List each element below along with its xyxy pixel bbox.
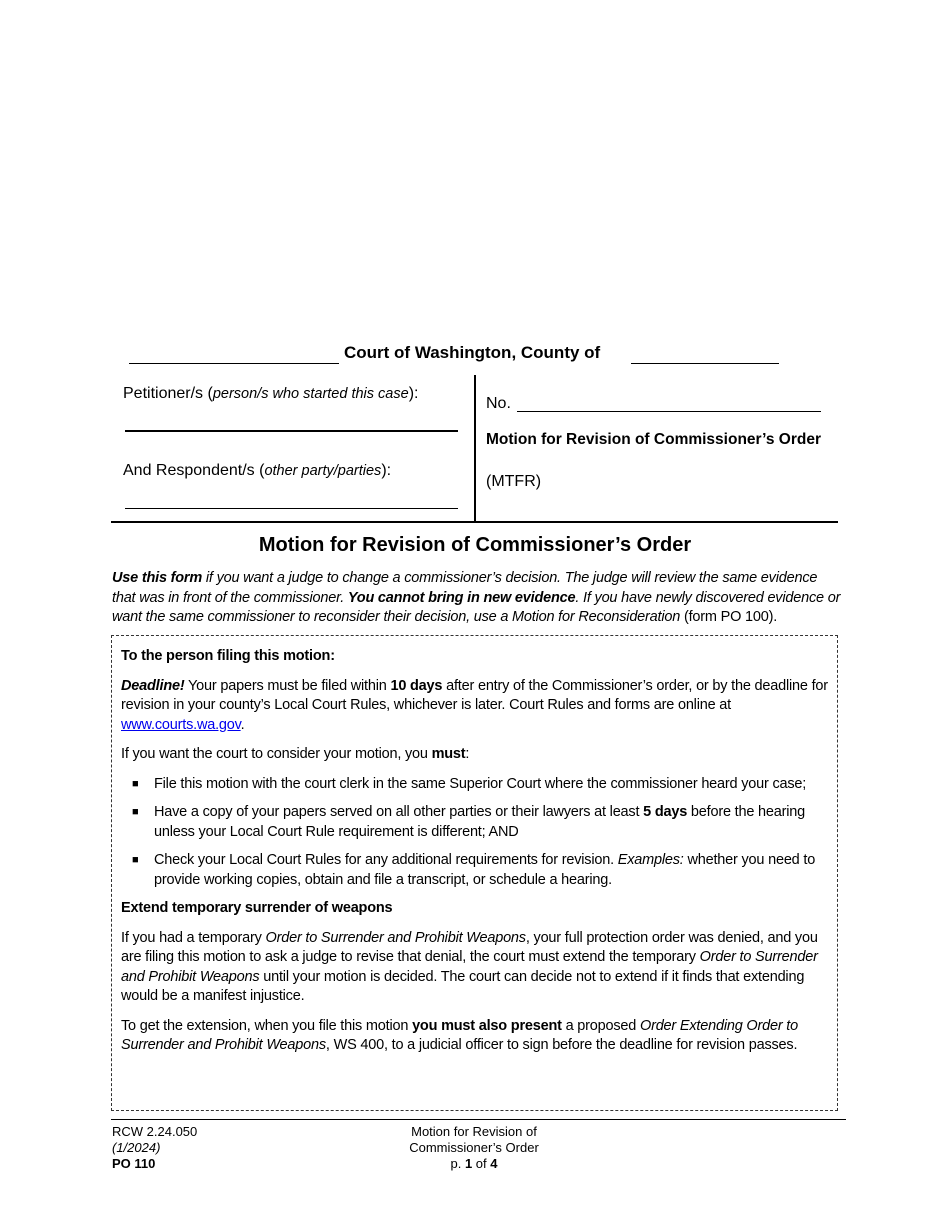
list-item: ■ Have a copy of your papers served on all other parties or their lawyers at least 5 days before the hearing unless your Local Court Rule requirement is different; AND: [132, 804, 806, 840]
instructions-box: [111, 635, 838, 1111]
footer-center: [374, 1124, 574, 1172]
footer-title-line1: Motion for Revision of: [411, 1124, 537, 1139]
respondent-hint: other party/parties: [264, 463, 382, 479]
petitioner-hint: person/s who started this case: [212, 386, 409, 402]
bullet-icon: ■: [132, 806, 139, 818]
footer-title-line2: Commissioner’s Order: [409, 1140, 539, 1155]
must-paragraph: If you want the court to consider your motion, you must:: [121, 746, 470, 762]
respondent-field[interactable]: [125, 508, 458, 509]
petitioner-label: Petitioner/s (person/s who started this case):: [123, 385, 419, 402]
court-name-blank[interactable]: [129, 363, 339, 364]
page-title: Motion for Revision of Commissioner’s Order: [258, 534, 692, 556]
caption-form-abbr: (MTFR): [486, 473, 542, 490]
caption-divider: [474, 375, 476, 522]
footer-rule: [111, 1119, 846, 1120]
case-number-label: No.: [486, 395, 511, 412]
list-item: ■ Check your Local Court Rules for any additional requirements for revision. Examples: whether you need to provide working copies, obtain and file a transcript, or schedule a hearing.: [132, 852, 816, 888]
footer-form-code: PO 110: [112, 1156, 156, 1171]
bullet-icon: ■: [132, 854, 139, 866]
weapons-paragraph: If you had a temporary Order to Surrender and Prohibit Weapons, your full protection order was denied, and you are filing this motion to ask a judge to revise that denial, the court must extend the temporary Order to Surrender and Prohibit Weapons until your motion is decided. The court can decide not to extend if it finds that extending would be a manifest injustice.: [121, 929, 818, 1004]
footer-date: (1/2024): [112, 1140, 161, 1155]
petitioner-field[interactable]: [125, 430, 458, 432]
list-item: ■ File this motion with the court clerk in the same Superior Court where the commissioner heard your case;: [121, 775, 833, 795]
instructions-heading: To the person filing this motion:: [121, 648, 335, 664]
deadline-paragraph: Deadline! Your papers must be filed within 10 days after entry of the Commissioner’s order, or by the deadline for revision in your county’s Local Court Rules, whichever is later. Court Rules and forms are online at www.courts.wa.gov.: [121, 677, 828, 733]
courts-link[interactable]: www.courts.wa.gov: [121, 716, 241, 733]
respondent-label: And Respondent/s (other party/parties):: [123, 462, 392, 479]
court-title: Court of Washington, County of: [344, 343, 601, 362]
bullet-icon: ■: [132, 777, 139, 790]
case-number-field[interactable]: [517, 411, 821, 412]
county-blank[interactable]: [631, 363, 779, 364]
footer-left: [112, 1124, 197, 1172]
footer-page: p. 1 of 4: [450, 1156, 498, 1171]
requirements-list: [121, 775, 833, 891]
weapons-heading: Extend temporary surrender of weapons: [121, 900, 393, 916]
footer-rcw: RCW 2.24.050: [112, 1124, 198, 1139]
extension-paragraph: To get the extension, when you file this motion you must also present a proposed Order Extending Order to Surrender and Prohibit Weapons, WS 400, to a judicial officer to sign before the deadline for revision passes.: [121, 1017, 798, 1053]
caption-form-title: Motion for Revision of Commissioner’s Order: [486, 431, 822, 448]
intro-paragraph: Use this form if you want a judge to change a commissioner’s decision. The judge will review the same evidence that was in front of the commissioner. You cannot bring in new evidence. If you have newly discovered evidence or want the same commissioner to reconsider their decision, use a Motion for Reconsideration (form PO 100).: [112, 570, 841, 625]
caption-bottom-rule: [111, 521, 838, 523]
court-header: [129, 343, 779, 367]
